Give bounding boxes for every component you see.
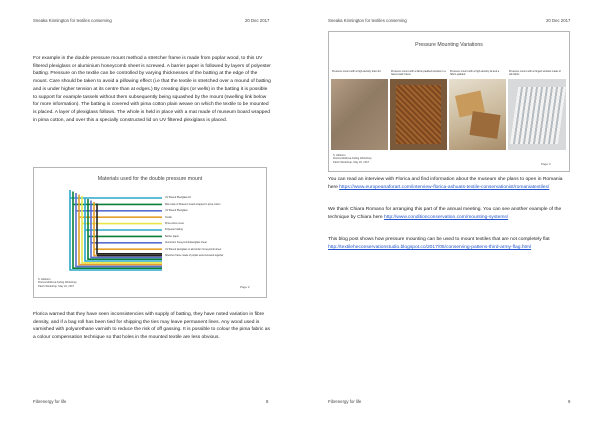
photo-caption-1: Pressure mount with a high-density foam lid xyxy=(332,70,381,73)
right-header-date: 20 Dec 2017 xyxy=(546,18,571,23)
left-slide-footer: S. Hillestro Florica Moldova Kellog Workshop Patch Workshop, May 22, 2017 xyxy=(38,278,77,288)
right-paragraph-2-text: We thank Chiara Romano for arranging this part of the annual meeting. You can see another example of the technique by Chiara here xyxy=(328,207,562,220)
left-header-title: Sneaka Kinnington for textiles conserving xyxy=(33,18,112,23)
left-footer: Fibrenergy for life xyxy=(33,399,67,404)
left-paragraph-1: For example in the double pressure mount method a stretcher frame is made from poplar wood, to this UV filtered plexiglass or aluminium honeycomb sheet is screwed. A barrier paper is followed by layers of polyester batting. Pressure on the textile can be controlled by varying thicknesses of the batting at the edge of the mount. Care should be taken to avoid a pillowing effect (i.e that the textile is stretched over a mound of batting and is under higher tension at its centre than at edges.) By creating dips (or wells) in the batting it is possible to support for example tassels without them subsequently being squashed by the mount (swelling link below for more information). The batting is covered with pima cotton plain weave on which the textile to be mounted is placed. A layer of plexiglass follows. The whole is held in place with a mat made of museum board wrapped in pima cotton, and over this a specially constructed lid on UV filtered plexiglass is placed. xyxy=(33,56,271,123)
layer-label: Mat made of Museum board wrapped in pima cotton xyxy=(165,202,221,206)
blog-post-link[interactable]: http://textileheconservationstudio.blogspot.co/2017/05/conserving-pattens-third-army-flag.html xyxy=(328,244,532,250)
left-slide-diagram xyxy=(33,167,267,298)
layer-label: UV filtered Plexiglass lid xyxy=(165,196,191,200)
photo-high-density-lid xyxy=(449,79,506,150)
right-paragraph-1 xyxy=(328,176,572,191)
right-paragraph-1-text: You can read an interview with Florica and find information about the museum she plans to open in Romania here xyxy=(328,177,563,190)
right-slide-page: Page 3 xyxy=(541,162,551,166)
right-header-title: Sneaka Kinnington for textiles conserving xyxy=(328,18,407,23)
right-paragraph-2 xyxy=(328,206,572,221)
right-slide-title: Pressure Mounting Variations xyxy=(415,42,483,48)
left-page-number: 8 xyxy=(266,399,269,404)
right-page xyxy=(300,0,600,424)
right-footer: Fibrenergy for life xyxy=(328,399,362,404)
layer-label: Textile xyxy=(165,215,172,219)
left-header-date: 20 Dec 2017 xyxy=(245,18,270,23)
layer-label: UV filtered plexiglass or aluminium honeycomb sheet xyxy=(165,247,222,251)
right-paragraph-3 xyxy=(328,236,572,251)
photo-foam-lid xyxy=(331,79,388,150)
photo-hinged-window xyxy=(508,79,566,150)
layer-label: Barrier paper xyxy=(165,234,179,238)
right-slide-photos xyxy=(328,31,570,172)
left-paragraph-2: Florica warned that they have seen inconsistencies with supply of batting, they have noted variation in fibre density, and if a bag roll has been tied for shipping the ties may leave permanent lines. Any wood used is varnished with polyurethane varnish to reduce the risk of off gassing. It is possible to colour the pima fabric as a colour compensation technique so that holes in the mounted textile are less obvious. xyxy=(33,312,270,341)
photo-caption-3: Pressure mount with a high-density lid and a fabric-padded xyxy=(450,70,500,76)
left-slide-page: Page 2 xyxy=(240,285,250,289)
layer-label: Aluminium honeycomb/plexiglass sheet xyxy=(165,241,207,245)
right-slide-footer: S. Hillestro Florica Moldova Kellog Workshop Patch Workshop, May 22, 2017 xyxy=(333,154,372,164)
right-paragraph-3-text: This blog post shows how pressure mounting can be used to mount textiles that are not completely flat xyxy=(328,237,550,242)
layer-label: UV filtered Plexiglass xyxy=(165,209,188,213)
left-slide-title: Materials used for the double pressure mount xyxy=(97,176,203,182)
photo-fabric-window xyxy=(390,79,447,150)
layer-label: Polyester batting xyxy=(165,228,183,232)
layer-label: Pima cotton cover xyxy=(165,222,185,225)
interview-link[interactable]: https://www.europeanaforart.com/interview-florica-ashuats-textile-conservationist/romaniatextiles/ xyxy=(339,184,550,190)
layer-label: Stretcher frame made of poplar wood screwed together xyxy=(165,254,224,257)
chiara-example-link[interactable]: http://www.conditionconservation.com/mounting-systems/ xyxy=(384,214,509,220)
photo-caption-4: Pressure mount with a hinged window made of silk fabric xyxy=(509,70,561,76)
layer-wire xyxy=(88,199,162,259)
right-page-number: 9 xyxy=(568,399,571,404)
photo-caption-2: Pressure mount with a fabric-padded window in a hand-made frame xyxy=(391,70,446,76)
